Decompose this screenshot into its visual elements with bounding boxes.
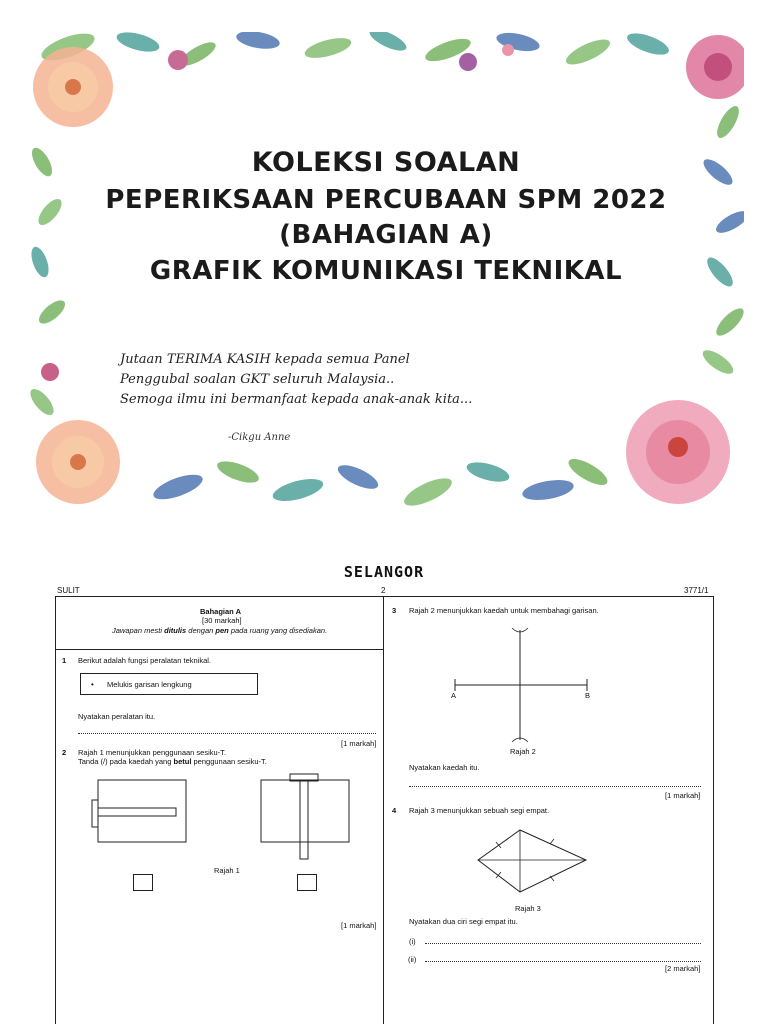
tick-box-left[interactable] [133, 874, 153, 891]
figure-1-caption: Rajah 1 [214, 866, 240, 875]
question-4-part-i: (i) [409, 937, 416, 946]
drawing-board-right [261, 780, 349, 842]
signature: -Cikgu Anne [228, 432, 291, 443]
question-3-ask: Nyatakan kaedah itu. [409, 763, 480, 772]
tsquare-blade-left [98, 808, 176, 816]
question-2-marks: [1 markah] [341, 921, 377, 930]
kite-figure [474, 826, 590, 896]
question-3-text: Rajah 2 menunjukkan kaedah untuk membahagi garisan. [409, 606, 599, 615]
thanks-note-line3: Semoga ilmu ini bermanfaat kepada anak-anak kita... [120, 392, 473, 407]
cover-title-line1: KOLEKSI SOALAN [251, 147, 521, 178]
tsquare-figure [88, 772, 358, 864]
drawing-board-left [98, 780, 186, 842]
line-bisection-figure [445, 622, 601, 744]
question-4-part-ii: (ii) [408, 955, 417, 964]
question-3-number: 3 [392, 606, 397, 615]
section-header-divider [55, 649, 384, 650]
question-2-number: 2 [62, 748, 67, 757]
point-b-label: B [585, 691, 591, 700]
header-page-number: 2 [381, 586, 386, 595]
question-1-function: Melukis garisan lengkung [107, 680, 192, 689]
figure-2-caption: Rajah 2 [510, 747, 536, 756]
question-1-ask: Nyatakan peralatan itu. [78, 712, 156, 721]
question-4-ask: Nyatakan dua ciri segi empat itu. [409, 917, 518, 926]
kite-outline [478, 830, 586, 892]
cover-banner [28, 32, 744, 508]
cover-title-line2: PEPERIKSAAN PERCUBAAN SPM 2022 [105, 185, 667, 215]
tick-box-right[interactable] [297, 874, 317, 891]
question-4-answer-line-i[interactable] [425, 943, 701, 944]
header-paper-code: 3771/1 [684, 586, 709, 595]
section-title: Bahagian A [200, 607, 241, 616]
question-1-function-box [80, 673, 258, 695]
state-heading: SELANGOR [343, 563, 425, 581]
figure-3-caption: Rajah 3 [515, 904, 541, 913]
header-sulit: SULIT [57, 586, 80, 595]
question-1-text: Berikut adalah fungsi peralatan teknikal. [78, 656, 212, 665]
column-divider [383, 596, 384, 1024]
thanks-note-line1: Jutaan TERIMA KASIH kepada semua Panel [120, 352, 410, 367]
question-1-number: 1 [62, 656, 67, 665]
question-1-marks: [1 markah] [341, 739, 377, 748]
bullet-icon: • [91, 680, 94, 689]
section-marks: [30 markah] [202, 616, 242, 625]
question-1-answer-line[interactable] [78, 733, 376, 734]
question-2-text-2: Tanda (/) pada kaedah yang betul penggunaan sesiku-T. [78, 757, 267, 766]
question-4-text: Rajah 3 menunjukkan sebuah segi empat. [409, 806, 550, 815]
question-3-marks: [1 markah] [665, 791, 701, 800]
cover-title-line4: GRAFIK KOMUNIKASI TEKNIKAL [149, 256, 623, 286]
question-3-answer-line[interactable] [409, 786, 701, 787]
question-4-marks: [2 markah] [665, 964, 701, 973]
thanks-note-line2: Penggubal soalan GKT seluruh Malaysia.. [120, 372, 395, 387]
tsquare-blade-right [300, 781, 308, 859]
point-a-label: A [451, 691, 457, 700]
question-4-answer-line-ii[interactable] [425, 961, 701, 962]
cover-title-line3: (BAHAGIAN A) [279, 220, 493, 250]
question-4-number: 4 [392, 806, 397, 815]
section-instructions: Jawapan mesti ditulis dengan pen pada ruang yang disediakan. [112, 626, 328, 635]
tsquare-head-left [92, 800, 98, 827]
question-2-text-1: Rajah 1 menunjukkan penggunaan sesiku-T. [78, 748, 227, 757]
